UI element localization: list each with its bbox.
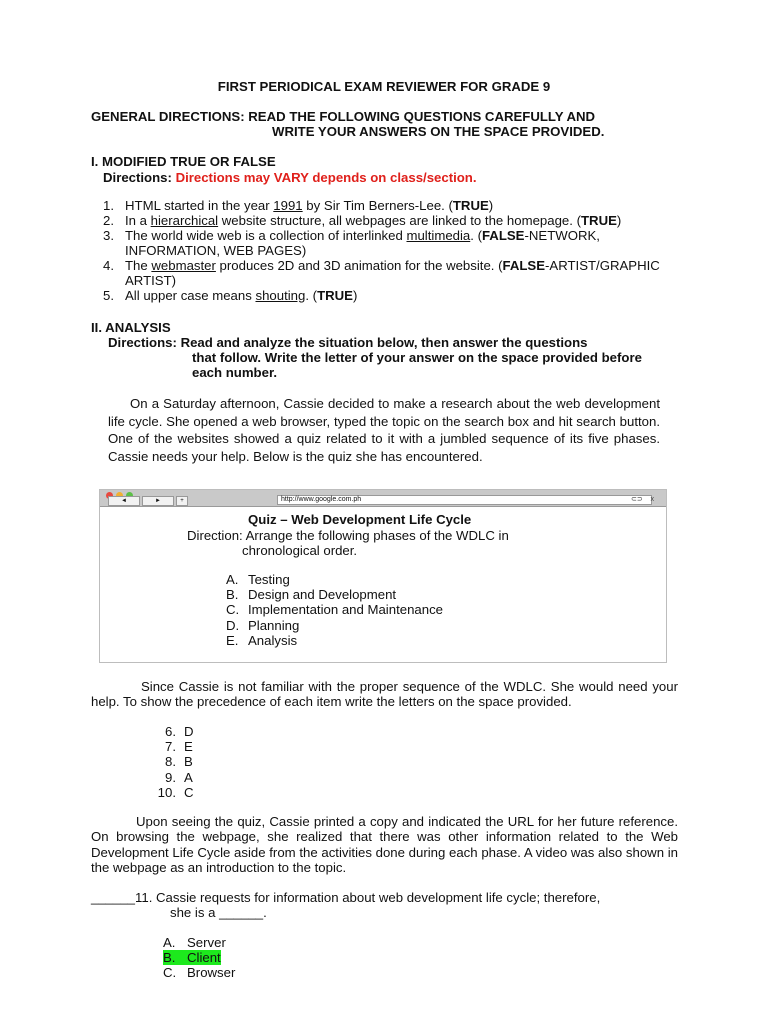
true-false-list: [0, 198, 685, 303]
quiz-item: [0, 602, 443, 617]
question-11-line2: she is a ______.: [170, 905, 267, 921]
section1-directions: [103, 170, 477, 185]
section2-directions-rest: that follow. Write the letter of your answer on the space provided before each number.: [192, 350, 642, 380]
answer-letter: E: [184, 739, 193, 755]
answer-item: [0, 770, 194, 785]
tf-item-pre: In a: [125, 213, 151, 228]
option-text: Server: [187, 935, 226, 950]
option-inner-highlighted: [163, 950, 221, 965]
question-11: [91, 890, 678, 921]
quiz-item-text: Testing: [248, 572, 290, 587]
tf-item-tail: ): [352, 288, 358, 303]
option-text: Client: [187, 950, 221, 966]
answer-letter: D: [184, 724, 194, 739]
tf-item: [0, 228, 685, 258]
tf-item-post: website structure, all webpages are linked to the homepage. (: [218, 213, 581, 228]
tf-item-post: . (: [470, 228, 482, 243]
general-directions-line2: WRITE YOUR ANSWERS ON THE SPACE PROVIDED.: [272, 124, 605, 139]
tf-item-number: 1.: [103, 198, 114, 213]
url-context-paragraph: Upon seeing the quiz, Cassie printed a copy and indicated the URL for her future reference. On browsing the webpage, she realized that there was other information related to the Web Development Life Cycle aside from the activities done during each phase. A video was also shown in the webpage as an introduction to the topic.: [91, 814, 678, 875]
browser-add-tab-icon: +: [176, 496, 188, 506]
quiz-direction-line1: Direction: Arrange the following phases of the WDLC in: [187, 528, 509, 543]
tf-item-tail: ): [616, 213, 622, 228]
tf-item: [0, 288, 685, 303]
tf-item-pre: All upper case means: [125, 288, 256, 303]
tf-item-post: . (: [305, 288, 318, 303]
tf-item-post: produces 2D and 3D animation for the website. (: [215, 258, 503, 273]
quiz-item-text: Design and Development: [248, 587, 397, 603]
browser-reload-icon: ⊂⊃ x: [630, 496, 654, 503]
browser-stop-icon: x: [650, 496, 654, 503]
section2-directions-label: Directions:: [108, 335, 177, 350]
answer-number: 10.: [157, 784, 176, 800]
quiz-item-letter: B.: [226, 587, 239, 603]
quiz-item-letter: E.: [226, 632, 239, 648]
answer-letter: B: [184, 754, 193, 770]
tf-item-answer: TRUE: [580, 213, 617, 228]
quiz-title: Quiz – Web Development Life Cycle: [248, 512, 472, 527]
option-inner: [163, 935, 226, 950]
question-11-line1: ______11. Cassie requests for information about web development life cycle; therefore,: [91, 890, 601, 905]
option-inner: [163, 965, 235, 980]
quiz-item-letter: C.: [226, 602, 240, 618]
quiz-direction-line2: chronological order.: [242, 543, 358, 558]
quiz-item-text: Implementation and Maintenance: [248, 602, 444, 618]
option-letter: C.: [163, 965, 177, 981]
tf-item: [0, 198, 685, 213]
scenario-paragraph: On a Saturday afternoon, Cassie decided to make a research about the web development life cycle. She opened a web browser, typed the topic on the search box and hit search button. One of the websites showed a quiz related to it with a jumbled sequence of its five phases. Cassie needs your help. Below is the quiz she has encountered.: [108, 396, 660, 464]
tf-item-keyword: multimedia: [406, 228, 471, 243]
tf-item-answer: TRUE: [317, 288, 353, 303]
answer-number: 8.: [165, 754, 176, 770]
tf-item-pre: The world wide web is a collection of interlinked: [125, 228, 407, 243]
option-letter: B.: [163, 950, 176, 966]
tf-item-answer: TRUE: [452, 198, 489, 213]
section1-directions-label: Directions:: [103, 170, 172, 185]
browser-forward-icon: ►: [142, 496, 174, 506]
tf-item-number: 2.: [103, 213, 114, 228]
tf-item-number: 5.: [103, 288, 114, 303]
answer-number: 9.: [165, 769, 176, 785]
browser-toolbar: [100, 490, 666, 507]
answer-item: [0, 724, 194, 739]
option-item: [0, 935, 235, 950]
quiz-list: [0, 572, 443, 648]
tf-item-number: 3.: [103, 228, 114, 243]
answer-number: 7.: [165, 739, 176, 755]
quiz-item-letter: D.: [226, 617, 240, 633]
tf-item-answer: FALSE: [502, 258, 546, 273]
quiz-item: [0, 587, 443, 602]
quiz-item-letter: A.: [226, 572, 239, 587]
tf-item-number: 4.: [103, 258, 114, 273]
tf-item-pre: HTML started in the year: [125, 198, 274, 213]
tf-item-keyword: shouting: [255, 288, 306, 303]
option-letter: A.: [163, 935, 176, 950]
tf-item-tail: ): [488, 198, 494, 213]
tf-item-post: by Sir Tim Berners-Lee. (: [302, 198, 453, 213]
option-item: [0, 965, 235, 980]
tf-item-keyword: hierarchical: [150, 213, 219, 228]
section1-directions-text: Directions may VARY depends on class/section.: [175, 170, 477, 185]
tf-item: [0, 213, 685, 228]
sequence-answer-list: [0, 724, 194, 800]
option-text: Browser: [187, 965, 236, 981]
answer-number: 6.: [165, 724, 176, 739]
general-directions-line1: GENERAL DIRECTIONS: READ THE FOLLOWING QUESTIONS CAREFULLY AND: [91, 109, 596, 124]
quiz-item-text: Analysis: [248, 632, 298, 648]
tf-item-tail: -ARTIST/GRAPHIC ARTIST): [125, 258, 660, 288]
question-11-options: [0, 935, 235, 981]
section2-heading: II. ANALYSIS: [91, 320, 171, 335]
tf-item-keyword: webmaster: [151, 258, 216, 273]
sequence-instructions-paragraph: Since Cassie is not familiar with the proper sequence of the WDLC. She would need your help. To show the precedence of each item write the letters on the space provided.: [91, 679, 678, 710]
quiz-item-text: Planning: [248, 617, 300, 633]
section1-heading: I. MODIFIED TRUE OR FALSE: [91, 154, 276, 169]
browser-back-icon: ◄: [108, 496, 140, 506]
answer-item: [0, 754, 194, 769]
tf-item-tail: -NETWORK, INFORMATION, WEB PAGES): [125, 228, 600, 258]
tf-item-keyword: 1991: [273, 198, 303, 213]
quiz-item: [0, 633, 443, 648]
tf-item: [0, 258, 685, 288]
quiz-item: [0, 618, 443, 633]
browser-url-bar: http://www.google.com.ph: [277, 495, 652, 505]
answer-item: [0, 785, 194, 800]
tf-item-pre: The: [125, 258, 152, 273]
tf-item-answer: FALSE: [481, 228, 525, 243]
quiz-item: [0, 572, 443, 587]
document-title: FIRST PERIODICAL EXAM REVIEWER FOR GRADE 9: [217, 79, 551, 94]
option-item: [0, 950, 235, 965]
section2-directions-line1: Read and analyze the situation below, then answer the questions: [180, 335, 588, 350]
answer-item: [0, 739, 194, 754]
section2-directions: [108, 335, 668, 380]
answer-letter: C: [184, 784, 194, 800]
answer-letter: A: [184, 769, 193, 785]
